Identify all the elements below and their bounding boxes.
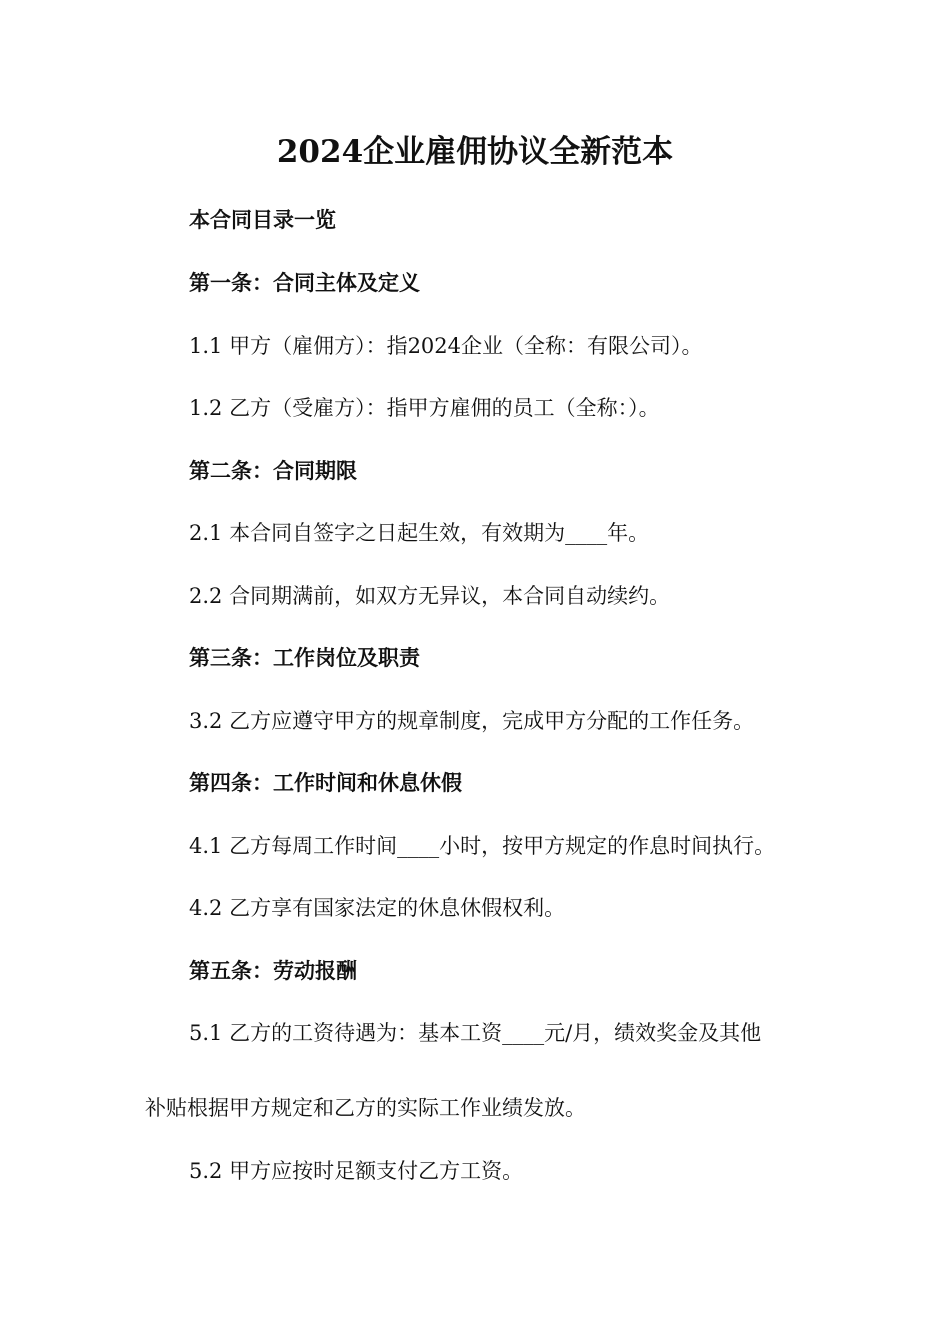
section-5-heading: 第五条：劳动报酬 — [189, 958, 357, 983]
clause-4-1: 4.1 乙方每周工作时间____小时，按甲方规定的作息时间执行。 — [189, 834, 776, 858]
clause-3-2: 3.2 乙方应遵守甲方的规章制度，完成甲方分配的工作任务。 — [189, 709, 755, 733]
section-2-heading: 第二条：合同期限 — [189, 458, 357, 483]
clause-1-2: 1.2 乙方（受雇方）：指甲方雇佣的员工（全称：）。 — [189, 396, 660, 420]
section-3-heading: 第三条：工作岗位及职责 — [189, 645, 420, 670]
section-4-heading: 第四条：工作时间和休息休假 — [189, 770, 462, 795]
clause-5-2: 5.2 甲方应按时足额支付乙方工资。 — [189, 1159, 524, 1183]
clause-5-1-continuation: 补贴根据甲方规定和乙方的实际工作业绩发放。 — [145, 1096, 586, 1120]
section-1-heading: 第一条：合同主体及定义 — [189, 270, 420, 295]
document-title: 2024企业雇佣协议全新范本 — [276, 134, 674, 170]
toc-heading: 本合同目录一览 — [189, 207, 336, 232]
clause-2-1: 2.1 本合同自签字之日起生效，有效期为____年。 — [189, 521, 650, 545]
clause-2-2: 2.2 合同期满前，如双方无异议，本合同自动续约。 — [189, 584, 671, 608]
clause-5-1: 5.1 乙方的工资待遇为：基本工资____元/月，绩效奖金及其他 — [189, 1021, 762, 1045]
clause-1-1: 1.1 甲方（雇佣方）：指2024企业（全称：有限公司）。 — [189, 334, 703, 358]
clause-4-2: 4.2 乙方享有国家法定的休息休假权利。 — [189, 896, 566, 920]
